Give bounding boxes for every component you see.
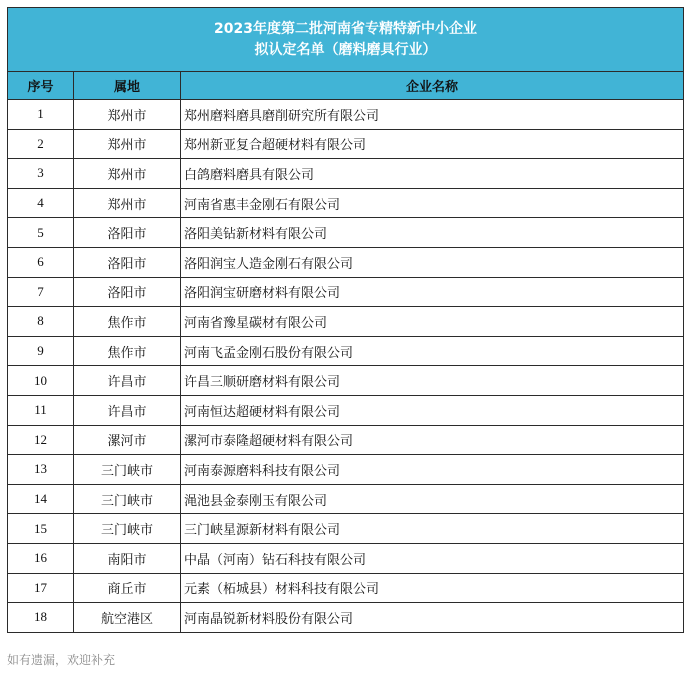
row-number: 13 bbox=[8, 455, 74, 485]
row-number: 10 bbox=[8, 366, 74, 396]
table-row bbox=[8, 218, 684, 248]
row-location: 许昌市 bbox=[74, 395, 181, 425]
table-title-line1: 2023年度第二批河南省专精特新中小企业 bbox=[214, 20, 477, 37]
row-number: 6 bbox=[8, 247, 74, 277]
column-header-company: 企业名称 bbox=[181, 72, 684, 100]
row-location: 三门峡市 bbox=[74, 455, 181, 485]
row-number: 2 bbox=[8, 129, 74, 159]
row-number: 3 bbox=[8, 159, 74, 189]
row-number: 14 bbox=[8, 484, 74, 514]
row-company-name: 郑州新亚复合超硬材料有限公司 bbox=[181, 129, 684, 159]
row-company-name: 三门峡星源新材料有限公司 bbox=[181, 514, 684, 544]
column-header-number: 序号 bbox=[8, 72, 74, 100]
company-list-table bbox=[7, 7, 684, 633]
row-company-name: 郑州磨料磨具磨削研究所有限公司 bbox=[181, 100, 684, 130]
table-row bbox=[8, 159, 684, 189]
row-number: 17 bbox=[8, 573, 74, 603]
row-company-name: 河南晶锐新材料股份有限公司 bbox=[181, 603, 684, 633]
table-title bbox=[8, 8, 684, 72]
row-location: 洛阳市 bbox=[74, 218, 181, 248]
row-company-name: 洛阳美钻新材料有限公司 bbox=[181, 218, 684, 248]
table-row bbox=[8, 247, 684, 277]
row-company-name: 河南泰源磨料科技有限公司 bbox=[181, 455, 684, 485]
row-location: 南阳市 bbox=[74, 543, 181, 573]
table-row bbox=[8, 425, 684, 455]
row-location: 郑州市 bbox=[74, 188, 181, 218]
row-company-name: 渑池县金泰刚玉有限公司 bbox=[181, 484, 684, 514]
row-location: 航空港区 bbox=[74, 603, 181, 633]
table-row bbox=[8, 307, 684, 337]
table-row bbox=[8, 514, 684, 544]
row-number: 18 bbox=[8, 603, 74, 633]
row-number: 8 bbox=[8, 307, 74, 337]
row-location: 焦作市 bbox=[74, 336, 181, 366]
table-body bbox=[8, 100, 684, 633]
row-company-name: 河南省豫星碳材有限公司 bbox=[181, 307, 684, 337]
row-location: 商丘市 bbox=[74, 573, 181, 603]
row-location: 洛阳市 bbox=[74, 277, 181, 307]
row-location: 三门峡市 bbox=[74, 514, 181, 544]
table-row bbox=[8, 277, 684, 307]
table-row bbox=[8, 603, 684, 633]
company-list-container bbox=[7, 7, 683, 633]
row-company-name: 洛阳润宝研磨材料有限公司 bbox=[181, 277, 684, 307]
row-number: 7 bbox=[8, 277, 74, 307]
row-company-name: 漯河市泰隆超硬材料有限公司 bbox=[181, 425, 684, 455]
column-header-row bbox=[8, 72, 684, 100]
table-row bbox=[8, 395, 684, 425]
row-company-name: 河南飞孟金刚石股份有限公司 bbox=[181, 336, 684, 366]
table-row bbox=[8, 484, 684, 514]
row-company-name: 元素（柘城县）材料科技有限公司 bbox=[181, 573, 684, 603]
footnote: 如有遗漏，欢迎补充 bbox=[7, 653, 116, 667]
row-location: 洛阳市 bbox=[74, 247, 181, 277]
table-row bbox=[8, 188, 684, 218]
table-row bbox=[8, 543, 684, 573]
row-location: 漯河市 bbox=[74, 425, 181, 455]
table-title-row bbox=[8, 8, 684, 72]
row-number: 4 bbox=[8, 188, 74, 218]
table-row bbox=[8, 573, 684, 603]
row-number: 11 bbox=[8, 395, 74, 425]
table-row bbox=[8, 129, 684, 159]
row-location: 许昌市 bbox=[74, 366, 181, 396]
row-company-name: 许昌三顺研磨材料有限公司 bbox=[181, 366, 684, 396]
row-location: 焦作市 bbox=[74, 307, 181, 337]
row-number: 5 bbox=[8, 218, 74, 248]
row-company-name: 白鸽磨料磨具有限公司 bbox=[181, 159, 684, 189]
row-number: 1 bbox=[8, 100, 74, 130]
row-number: 12 bbox=[8, 425, 74, 455]
row-company-name: 洛阳润宝人造金刚石有限公司 bbox=[181, 247, 684, 277]
row-location: 郑州市 bbox=[74, 100, 181, 130]
row-number: 16 bbox=[8, 543, 74, 573]
row-company-name: 河南省惠丰金刚石有限公司 bbox=[181, 188, 684, 218]
table-title-line2: 拟认定名单（磨料磨具行业） bbox=[254, 41, 437, 58]
row-number: 15 bbox=[8, 514, 74, 544]
column-header-location: 属地 bbox=[74, 72, 181, 100]
row-number: 9 bbox=[8, 336, 74, 366]
row-company-name: 河南恒达超硬材料有限公司 bbox=[181, 395, 684, 425]
table-row bbox=[8, 100, 684, 130]
row-location: 郑州市 bbox=[74, 159, 181, 189]
table-row bbox=[8, 455, 684, 485]
table-row bbox=[8, 366, 684, 396]
row-location: 三门峡市 bbox=[74, 484, 181, 514]
row-company-name: 中晶（河南）钻石科技有限公司 bbox=[181, 543, 684, 573]
row-location: 郑州市 bbox=[74, 129, 181, 159]
table-row bbox=[8, 336, 684, 366]
